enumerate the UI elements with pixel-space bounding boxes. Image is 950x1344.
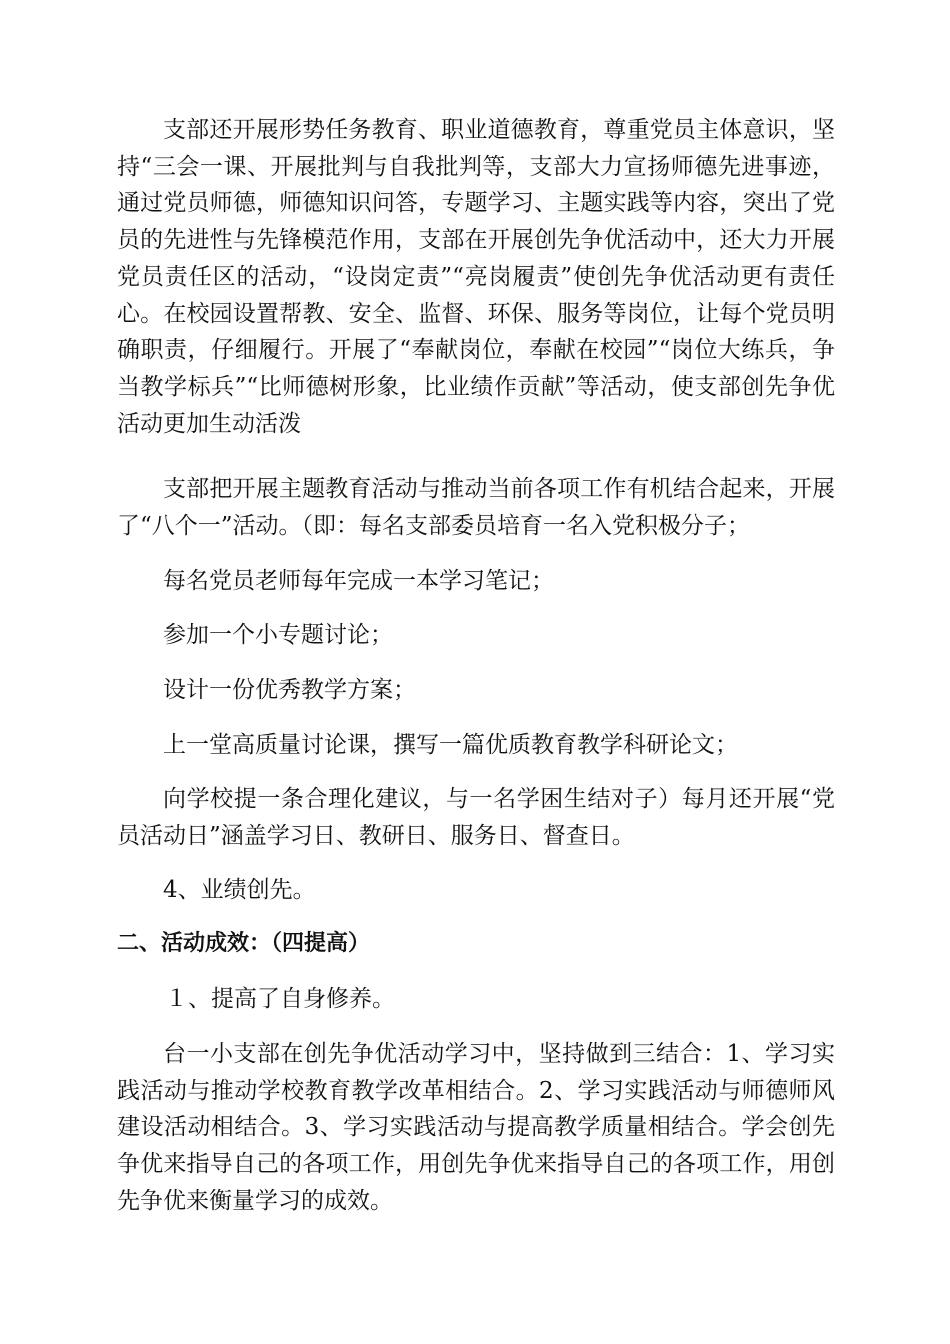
list-item-study-notes: 每名党员老师每年完成一本学习笔记； <box>163 568 554 594</box>
paragraph-eight-ones: 支部把开展主题教育活动与推动当前各项工作有机结合起来，开展了“八个一”活动。（即：每名支部委员培育一名入党积极分子； <box>117 476 835 539</box>
paragraph-three-combinations: 台一小支部在创先争优活动学习中，坚持做到三结合：1、学习实践活动与推动学校教育教学改革相结合。2、学习实践活动与师德师风建设活动相结合。3、学习实践活动与提高教学质量相结合。学会创先争优来指导自己的各项工作，用创先争优来指导自己的各项工作，用创先争优来衡量学习的成效。 <box>117 1041 835 1214</box>
list-item-topic-discussion: 参加一个小专题讨论； <box>163 622 393 648</box>
section-heading-results: 二、活动成效：（四提高） <box>117 931 371 956</box>
subheading-performance: 4、业绩创先。 <box>163 877 316 903</box>
paragraph-party-activity-day: 向学校提一条合理化建议，与一名学困生结对子）每月还开展“党员活动日”涵盖学习日、教研日、服务日、督查日。 <box>117 786 835 849</box>
list-item-lesson-paper: 上一堂高质量讨论课，撰写一篇优质教育教学科研论文； <box>163 732 738 758</box>
list-item-teaching-plan: 设计一份优秀教学方案； <box>163 677 416 703</box>
paragraph-party-education: 支部还开展形势任务教育、职业道德教育，尊重党员主体意识，坚持“三会一课、开展批判与自我批判等，支部大力宣扬师德先进事迹，通过党员师德，师德知识问答，专题学习、主题实践等内容，突出了党员的先进性与先锋模范作用，支部在开展创先争优活动中，还大力开展党员责任区的活动，“设岗定责”“亮岗履责”使创先争优活动更有责任心。在校园设置帮教、安全、监督、环保、服务等岗位，让每个党员明确职责，仔细履行。开展了“奉献岗位，奉献在校园”“岗位大练兵，争当教学标兵”“比师德树形象，比业绩作贡献”等活动，使支部创先争优活动更加生动活泼 <box>117 117 835 437</box>
subheading-self-cultivation: １、提高了自身修养。 <box>165 986 395 1012</box>
